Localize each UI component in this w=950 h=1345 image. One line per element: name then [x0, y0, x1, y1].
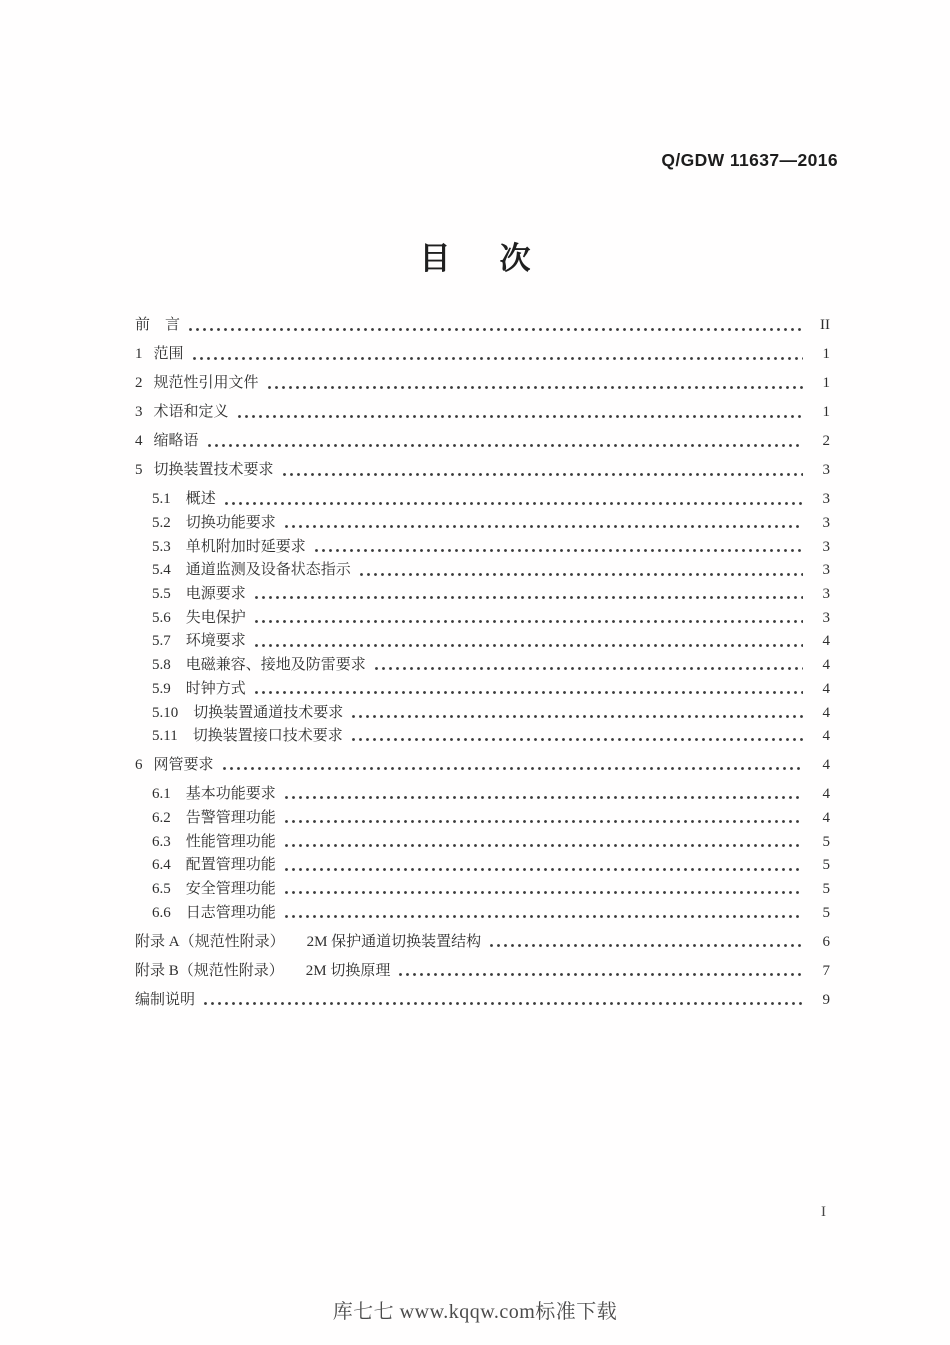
dot-leader	[283, 862, 803, 874]
toc-entry	[135, 532, 830, 556]
toc-entry-title: 安全管理功能	[185, 880, 276, 897]
toc-entry-page: 1	[822, 404, 830, 421]
toc-entry-page: 4	[822, 786, 830, 803]
toc-entry-page: 6	[822, 933, 830, 950]
toc-entry-number: 5.5	[152, 586, 171, 603]
dot-leader	[236, 409, 803, 421]
toc-entry-number: 5.10	[152, 704, 179, 721]
dot-leader	[253, 685, 803, 697]
page-title: 目 次	[419, 241, 540, 276]
toc-entry-page: 4	[822, 657, 830, 674]
dot-leader	[488, 938, 803, 950]
dot-leader	[221, 761, 803, 773]
toc-entry-page: 7	[822, 962, 830, 979]
toc-entry-page: 4	[822, 680, 830, 697]
toc-entry	[135, 651, 830, 675]
toc-entry-page: 4	[822, 809, 830, 826]
toc-entry	[135, 509, 830, 533]
toc-entry-title: 环境要求	[185, 633, 246, 650]
toc-entry	[135, 627, 830, 651]
watermark-text: 库七七 www.kqqw.com标准下载	[332, 1301, 618, 1323]
toc-entry-page: 4	[822, 728, 830, 745]
dot-leader	[283, 790, 803, 802]
dot-leader	[253, 590, 803, 602]
toc-entry-title: 前 言	[135, 317, 181, 334]
toc-entry	[135, 722, 830, 746]
toc-entry-number: 6.5	[152, 880, 171, 897]
page-number: I	[821, 1204, 826, 1220]
toc-entry-number: 5.8	[152, 657, 171, 674]
toc-entry-number: 5.4	[152, 562, 171, 579]
toc-entry-title: 术语和定义	[153, 404, 229, 421]
toc-entry-number: 2	[135, 375, 143, 392]
toc-entry-page: 3	[822, 462, 830, 479]
dot-leader	[283, 909, 803, 921]
dot-leader	[253, 614, 803, 626]
toc-entry-page: 4	[822, 704, 830, 721]
toc-entry-page: 9	[822, 991, 830, 1008]
toc-entry-title: 网管要求	[153, 757, 214, 774]
toc-entry-title: 规范性引用文件	[153, 375, 259, 392]
toc-entry	[135, 340, 830, 364]
toc-entry-title: 性能管理功能	[185, 833, 276, 850]
dot-leader	[202, 996, 803, 1008]
toc-entry-number: 5	[135, 462, 143, 479]
toc-entry-page: 4	[822, 757, 830, 774]
standard-code: Q/GDW 11637—2016	[661, 150, 838, 170]
toc-entry	[135, 398, 830, 422]
toc-entry-page: 5	[822, 857, 830, 874]
toc-entry-title: 概述	[185, 491, 216, 508]
dot-leader	[283, 519, 803, 531]
toc-entry-title: 基本功能要求	[185, 786, 276, 803]
dot-leader	[223, 496, 803, 508]
toc-entry-title: 时钟方式	[185, 680, 246, 697]
toc-entry	[135, 427, 830, 451]
toc-entry-number: 5.11	[152, 728, 178, 745]
toc-entry	[135, 603, 830, 627]
toc-entry	[135, 803, 830, 827]
toc-entry	[135, 485, 830, 509]
toc-entry-page: 1	[822, 346, 830, 363]
toc-entry	[135, 556, 830, 580]
toc-entry-number: 4	[135, 433, 143, 450]
toc-entry-number: 5.1	[152, 491, 171, 508]
toc-entry-title: 2M 切换原理	[305, 962, 391, 979]
dot-leader	[350, 732, 803, 744]
toc-entry-page: II	[820, 317, 830, 334]
toc-entry-number: 6.2	[152, 809, 171, 826]
toc-entry-page: 3	[822, 562, 830, 579]
toc-entry	[135, 827, 830, 851]
toc-entry	[135, 927, 830, 951]
toc-entry-page: 5	[822, 904, 830, 921]
toc-entry	[135, 369, 830, 393]
dot-leader	[253, 638, 803, 650]
toc-entry-title: 单机附加时延要求	[185, 538, 306, 555]
dot-leader	[283, 838, 803, 850]
dot-leader	[350, 709, 803, 721]
toc-entry-title: 编制说明	[135, 991, 196, 1008]
toc-entry	[135, 898, 830, 922]
toc-entry-number: 附录 B（规范性附录）	[135, 962, 284, 979]
toc-entry-page: 3	[822, 538, 830, 555]
toc-entry-page: 3	[822, 515, 830, 532]
dot-leader	[206, 438, 803, 450]
toc-entry	[135, 698, 830, 722]
toc-entry-title: 电磁兼容、接地及防雷要求	[185, 657, 366, 674]
toc-entry	[135, 851, 830, 875]
toc-entry-number: 3	[135, 404, 143, 421]
toc-entry-number: 5.7	[152, 633, 171, 650]
toc-entry-page: 2	[822, 433, 830, 450]
toc-entry	[135, 956, 830, 980]
toc-entry-title: 切换装置通道技术要求	[193, 704, 344, 721]
toc-entry-number: 6.1	[152, 786, 171, 803]
toc-entry-page: 3	[822, 586, 830, 603]
toc-entry-number: 5.3	[152, 538, 171, 555]
toc-entry-title: 通道监测及设备状态指示	[185, 562, 351, 579]
toc-entry-title: 2M 保护通道切换装置结构	[306, 933, 482, 950]
toc-entry	[135, 985, 830, 1009]
toc-list	[135, 311, 830, 1009]
toc-entry	[135, 875, 830, 899]
toc-entry-page: 5	[822, 833, 830, 850]
toc-entry-title: 日志管理功能	[185, 904, 276, 921]
toc-entry	[135, 751, 830, 775]
dot-leader	[266, 380, 803, 392]
toc-entry-number: 5.2	[152, 515, 171, 532]
dot-leader	[283, 885, 803, 897]
toc-entry-title: 切换功能要求	[185, 515, 276, 532]
dot-leader	[187, 322, 803, 334]
toc-entry-page: 1	[822, 375, 830, 392]
toc-entry-page: 5	[822, 880, 830, 897]
dot-leader	[373, 661, 803, 673]
toc-entry-title: 失电保护	[185, 609, 246, 626]
toc-entry-number: 附录 A（规范性附录）	[135, 933, 285, 950]
toc-entry	[135, 674, 830, 698]
toc-entry-number: 5.6	[152, 609, 171, 626]
dot-leader	[313, 543, 803, 555]
toc-entry-title: 电源要求	[185, 586, 246, 603]
toc-entry-number: 6.3	[152, 833, 171, 850]
toc-entry-title: 配置管理功能	[185, 857, 276, 874]
toc-entry-title: 范围	[153, 346, 184, 363]
toc-entry	[135, 456, 830, 480]
dot-leader	[191, 351, 803, 363]
toc-entry-number: 5.9	[152, 680, 171, 697]
dot-leader	[397, 967, 803, 979]
toc-entry-page: 4	[822, 633, 830, 650]
toc-entry	[135, 780, 830, 804]
toc-entry-number: 6	[135, 757, 143, 774]
toc-entry-title: 缩略语	[153, 433, 199, 450]
toc-entry	[135, 580, 830, 604]
toc-entry	[135, 311, 830, 335]
toc-entry-page: 3	[822, 609, 830, 626]
toc-entry-title: 切换装置接口技术要求	[192, 728, 343, 745]
toc-entry-number: 1	[135, 346, 143, 363]
toc-entry-number: 6.6	[152, 904, 171, 921]
dot-leader	[283, 814, 803, 826]
dot-leader	[281, 467, 803, 479]
dot-leader	[358, 567, 803, 579]
toc-entry-number: 6.4	[152, 857, 171, 874]
toc-entry-title: 告警管理功能	[185, 809, 276, 826]
toc-entry-page: 3	[822, 491, 830, 508]
toc-entry-title: 切换装置技术要求	[153, 462, 274, 479]
